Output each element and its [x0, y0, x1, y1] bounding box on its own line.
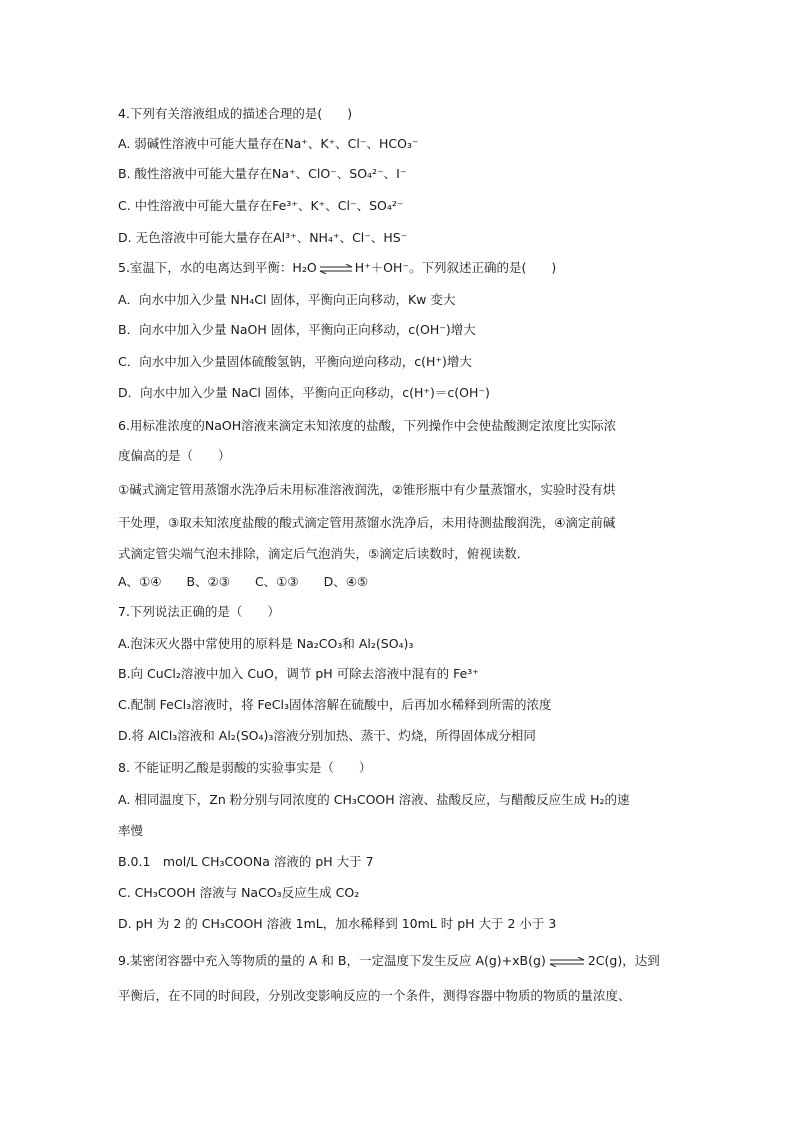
q8-option-c: C. CH₃COOH 溶液与 NaCO₃反应生成 CO₂	[118, 885, 360, 900]
q4-option-a: A. 弱碱性溶液中可能大量存在Na⁺、K⁺、Cl⁻、HCO₃⁻	[118, 136, 419, 151]
q4-option-d: D. 无色溶液中可能大量存在Al³⁺、NH₄⁺、Cl⁻、HS⁻	[118, 230, 408, 245]
q6-options: A、①④ B、②③ C、①③ D、④⑤	[118, 574, 369, 589]
q9-line-2: 平衡后，在不同的时间段，分别改变影响反应的一个条件，测得容器中物质的物质的量浓度、	[118, 988, 631, 1003]
q4-stem: 4.下列有关溶液组成的描述合理的是( )	[118, 106, 353, 121]
q5-option-b: B．向水中加入少量 NaOH 固体，平衡向正向移动，c(OH⁻)增大	[118, 322, 476, 337]
q7-option-b: B.向 CuCl₂溶液中加入 CuO，调节 pH 可除去溶液中混有的 Fe³⁺	[118, 666, 479, 681]
q8-stem: 8. 不能证明乙酸是弱酸的实验事实是（ ）	[118, 760, 372, 775]
q4-option-c: C. 中性溶液中可能大量存在Fe³⁺、K⁺、Cl⁻、SO₄²⁻	[118, 198, 404, 213]
q6-stem-line-1: 6.用标准浓度的NaOH溶液来滴定未知浓度的盐酸，下列操作中会使盐酸测定浓度比实际浓	[118, 418, 617, 433]
q7-option-c: C.配制 FeCl₃溶液时，将 FeCl₃固体溶解在硫酸中，后再加水稀释到所需的浓度	[118, 697, 552, 712]
q5-option-a: A．向水中加入少量 NH₄Cl 固体，平衡向正向移动，Kw 变大	[118, 292, 456, 307]
q5-stem-post: H⁺＋OH⁻。下列叙述正确的是( )	[354, 260, 557, 275]
q7-stem: 7.下列说法正确的是（ ）	[118, 604, 280, 619]
q6-stem-line-2: 度偏高的是（ ）	[118, 448, 231, 463]
q5-stem-pre: 5.室温下，水的电离达到平衡：H₂O	[118, 260, 317, 275]
q8-option-d: D. pH 为 2 的 CH₃COOH 溶液 1mL，加水稀释到 10mL 时 pH 大于 2 小于 3	[118, 916, 557, 931]
q7-option-a: A.泡沫灭火器中常使用的原料是 Na₂CO₃和 Al₂(SO₄)₃	[118, 636, 414, 651]
q6-body-line-1: ①碱式滴定管用蒸馏水洗净后未用标准溶液润洗，②锥形瓶中有少量蒸馏水，实验时没有烘	[118, 482, 616, 497]
q5-option-c: C．向水中加入少量固体硫酸氢钠，平衡向逆向移动，c(H⁺)增大	[118, 354, 472, 369]
q9-line-1	[118, 953, 678, 969]
equilibrium-arrow-icon	[319, 264, 353, 274]
q5-stem	[118, 260, 678, 276]
q6-body-line-3: 式滴定管尖端气泡未排除，滴定后气泡消失，⑤滴定后读数时，俯视读数．	[118, 546, 530, 561]
q7-option-d: D.将 AlCl₃溶液和 Al₂(SO₄)₃溶液分别加热、蒸干、灼烧，所得固体成分相同	[118, 728, 536, 743]
q4-option-b: B. 酸性溶液中可能大量存在Na⁺、ClO⁻、SO₄²⁻、I⁻	[118, 166, 407, 181]
q9-line-1-post: 2C(g)，达到	[587, 953, 660, 968]
q9-line-1-pre: 9.某密闭容器中充入等物质的量的 A 和 B，一定温度下发生反应 A(g)+xB(g)	[118, 953, 546, 968]
q8-option-a-line-2: 率慢	[118, 823, 144, 838]
q5-option-d: D．向水中加入少量 NaCl 固体，平衡向正向移动，c(H⁺)＝c(OH⁻)	[118, 385, 490, 400]
reversible-arrow-icon	[548, 957, 586, 967]
q8-option-b: B.0.1 mol/L CH₃COONa 溶液的 pH 大于 7	[118, 854, 374, 869]
q6-body-line-2: 干处理，③取未知浓度盐酸的酸式滴定管用蒸馏水洗净后，未用待测盐酸润洗，④滴定前碱	[118, 515, 616, 530]
q8-option-a-line-1: A. 相同温度下，Zn 粉分别与同浓度的 CH₃COOH 溶液、盐酸反应，与醋酸反应生成 H₂的速	[118, 792, 630, 807]
